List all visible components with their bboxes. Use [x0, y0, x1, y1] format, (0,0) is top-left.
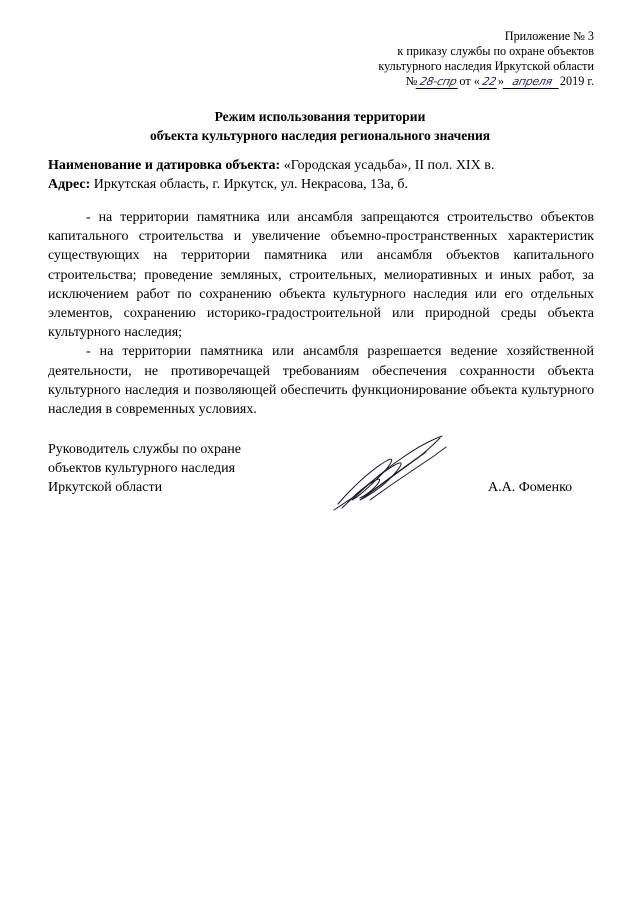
- appendix-order-reference: к приказу службы по охране объектов: [397, 44, 594, 58]
- order-day-close: »: [497, 74, 504, 88]
- order-month-handwritten: апреля: [503, 76, 562, 89]
- object-address-label: Адрес:: [48, 177, 91, 192]
- appendix-header: [264, 29, 594, 89]
- object-address-row: [48, 175, 598, 194]
- appendix-issuer: культурного наследия Иркутской области: [378, 59, 594, 73]
- order-number-date-line: [264, 74, 594, 89]
- signer-name: А.А. Фоменко: [488, 480, 573, 495]
- object-name-value: «Городская усадьба», II пол. XIX в.: [280, 158, 495, 173]
- order-day-handwritten: 22: [478, 76, 499, 89]
- order-year: 2019 г.: [559, 74, 594, 88]
- object-address-value: Иркутская область, г. Иркутск, ул. Некрасова, 13а, б.: [90, 177, 408, 192]
- document-title: [0, 107, 640, 145]
- title-line-1: Режим использования территории: [214, 109, 426, 124]
- order-date-from-label: от «: [459, 74, 480, 88]
- order-number-handwritten: 28-спр: [416, 76, 461, 89]
- order-number-prefix: №: [405, 74, 418, 88]
- title-line-2: объекта культурного наследия регионального значения: [149, 128, 491, 143]
- handwritten-signature: [330, 430, 450, 512]
- regulations-body: [48, 208, 594, 419]
- signer-position-line-1: Руководитель службы по охране: [48, 442, 241, 457]
- object-name-row: [48, 156, 598, 175]
- prohibitions-paragraph: - на территории памятника или ансамбля запрещаются строительство объектов капитального строительства и увеличение объемно-пространственных характеристик существующих на территории памятника или ансамбля объектов капитального строительства; проведение земляных, строительных, мелиоративных и иных работ, за исключением работ по сохранению объекта культурного наследия или его отдельных элементов, сохранению историко-градостроительной или природной среды объекта культурного наследия;: [48, 210, 594, 341]
- object-name-label: Наименование и датировка объекта:: [48, 158, 281, 173]
- permissions-paragraph: - на территории памятника или ансамбля разрешается ведение хозяйственной деятельности, не противоречащей требованиям обеспечения сохранности объекта культурного наследия и позволяющей обеспечить функционирование объекта культурного наследия в современных условиях.: [48, 344, 594, 418]
- object-info: [48, 156, 598, 194]
- appendix-number: Приложение № 3: [504, 29, 594, 43]
- signer-position-line-3: Иркутской области: [48, 480, 163, 495]
- signer-position-line-2: объектов культурного наследия: [48, 461, 236, 476]
